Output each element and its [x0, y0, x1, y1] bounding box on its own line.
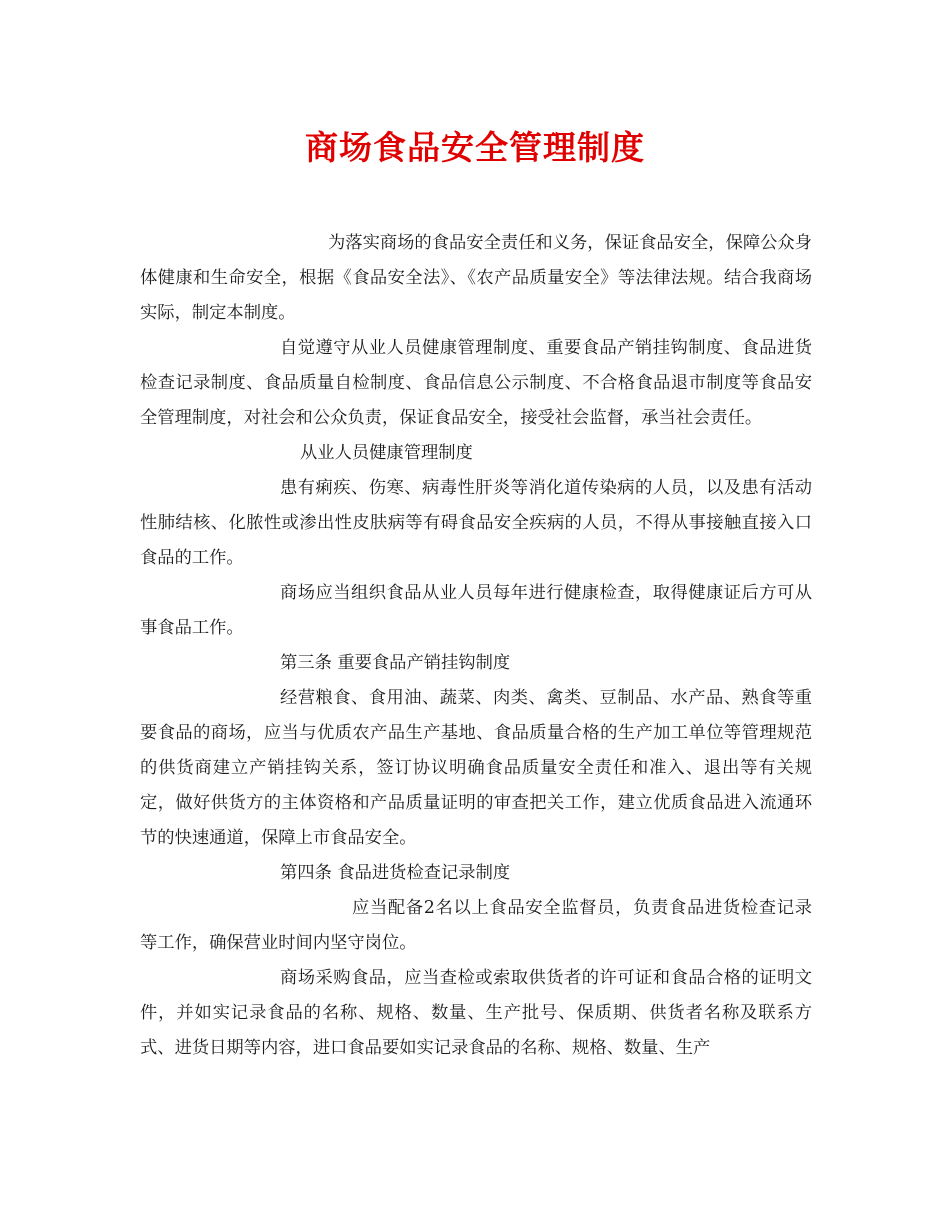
paragraph-intro: 为落实商场的食品安全责任和义务，保证食品安全，保障公众身体健康和生命安全，根据《食品安全法》、《农产品质量安全》等法律法规。结合我商场实际，制定本制度。: [140, 233, 812, 323]
section-heading-article-3: 第三条 重要食品产销挂钩制度: [280, 653, 511, 673]
paragraph-supervisors: 应当配备2名以上食品安全监督员，负责食品进货检查记录等工作，确保营业时间内坚守岗位。: [140, 898, 812, 953]
paragraph-compliance: 自觉遵守从业人员健康管理制度、重要食品产销挂钩制度、食品进货检查记录制度、食品质量自检制度、食品信息公示制度、不合格食品退市制度等食品安全管理制度，对社会和公众负责，保证食品安全，接受社会监督，承当社会责任。: [140, 338, 812, 428]
paragraph-health-checks: 商场应当组织食品从业人员每年进行健康检查，取得健康证后方可从事食品工作。: [140, 583, 812, 638]
document-title: 商场食品安全管理制度: [305, 128, 645, 167]
section-heading-health: 从业人员健康管理制度: [300, 443, 473, 463]
section-heading-article-4: 第四条 食品进货检查记录制度: [280, 863, 511, 883]
paragraph-health-restrictions: 患有痢疾、伤寒、病毒性肝炎等消化道传染病的人员，以及患有活动性肺结核、化脓性或渗出性皮肤病等有碍食品安全疾病的人员，不得从事接触直接入口食品的工作。: [140, 478, 812, 568]
document-body: [140, 226, 812, 1066]
paragraph-article-3: 经营粮食、食用油、蔬菜、肉类、禽类、豆制品、水产品、熟食等重要食品的商场，应当与优质农产品生产基地、食品质量合格的生产加工单位等管理规范的供货商建立产销挂钩关系，签订协议明确食品质量安全责任和准入、退出等有关规定，做好供货方的主体资格和产品质量证明的审查把关工作，建立优质食品进入流通环节的快速通道，保障上市食品安全。: [140, 688, 812, 848]
paragraph-purchasing: 商场采购食品，应当查检或索取供货者的许可证和食品合格的证明文件，并如实记录食品的名称、规格、数量、生产批号、保质期、供货者名称及联系方式、进货日期等内容，进口食品要如实记录食品的名称、规格、数量、生产: [140, 968, 812, 1058]
